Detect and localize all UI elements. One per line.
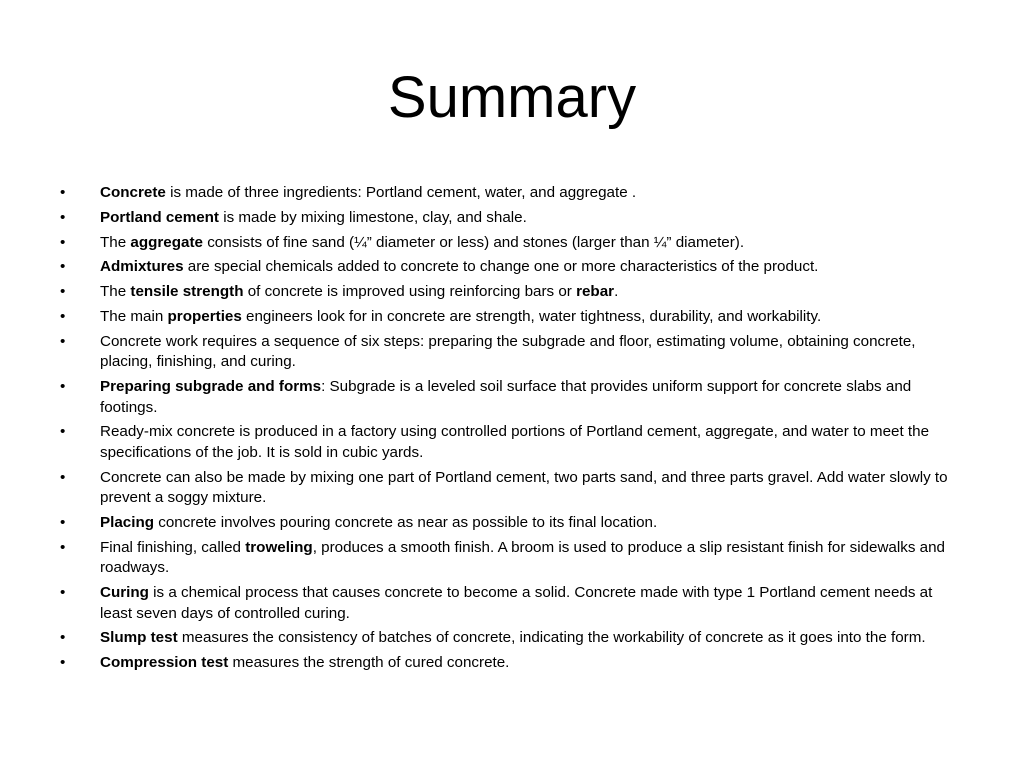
bullet-text: , produces a smooth finish. A broom is used to produce a slip resistant finish for sidewalks and roadways.: [100, 538, 946, 577]
bullet-text: The: [100, 233, 131, 251]
bold-term: Admixtures: [100, 258, 184, 276]
bold-term: Curing: [100, 584, 149, 602]
slide-title: Summary: [387, 65, 637, 130]
bullet-text: The main: [100, 307, 168, 325]
bullet-text: Ready-mix concrete is produced in a factory using controlled portions of Portland cement, aggregate, and water to meet the specifications of the job. It is sold in cubic yards.: [100, 423, 930, 461]
bold-term: Compression test: [100, 654, 229, 672]
bullet-text: measures the consistency of batches of concrete, indicating the workability of concrete as it goes into the form.: [177, 629, 926, 647]
bullet-text: engineers look for in concrete are strength, water tightness, durability, and workability.: [241, 307, 822, 325]
bullet-text: of concrete is improved using reinforcing bars or: [243, 283, 577, 301]
bold-term: tensile strength: [130, 283, 244, 301]
bullet-item: [60, 653, 965, 674]
bullet-marker: •: [60, 468, 66, 486]
bold-term: properties: [167, 307, 242, 325]
bullet-marker: •: [60, 584, 66, 602]
bullet-marker: •: [60, 307, 66, 325]
bold-term: Concrete: [100, 184, 166, 201]
bullet-marker: •: [60, 208, 66, 226]
bullet-item: [60, 468, 965, 509]
bullet-marker: •: [60, 332, 66, 350]
bullet-item: [60, 513, 965, 534]
bold-term: Preparing subgrade and forms: [100, 378, 322, 396]
bold-term: Portland cement: [100, 208, 219, 226]
bullet-text: .: [614, 283, 619, 301]
bullet-item: [60, 208, 965, 229]
bullet-text: measures the strength of cured concrete.: [228, 654, 510, 672]
bullet-text: : Subgrade is a leveled soil surface that provides uniform support for concrete slabs and footings.: [100, 378, 912, 416]
bullet-marker: •: [60, 629, 66, 647]
bullet-item: [60, 538, 965, 579]
bold-term: rebar: [576, 283, 615, 301]
bullet-text: is made by mixing limestone, clay, and shale.: [219, 208, 527, 226]
bullet-marker: •: [60, 233, 66, 251]
bullet-marker: •: [60, 378, 66, 396]
bullet-text: Concrete work requires a sequence of six steps: preparing the subgrade and floor, estimating volume, obtaining concrete, placing, finishing, and curing.: [100, 332, 916, 371]
bold-term: troweling: [245, 538, 313, 556]
bullet-list: [60, 183, 965, 678]
bullet-text: concrete involves pouring concrete as near as possible to its final location.: [154, 513, 658, 531]
bullet-text: is made of three ingredients: Portland cement, water, and aggregate .: [165, 184, 637, 201]
bullet-item: [60, 233, 965, 254]
bullet-marker: •: [60, 538, 66, 556]
bullet-item: [60, 628, 965, 649]
bold-term: Placing: [100, 513, 155, 531]
bullet-text: is a chemical process that causes concrete to become a solid. Concrete made with type 1 Portland cement needs at least seven days of controlled curing.: [100, 584, 933, 622]
bullet-item: [60, 183, 965, 204]
bold-term: Slump test: [100, 629, 178, 647]
bullet-marker: •: [60, 654, 66, 672]
bullet-item: [60, 307, 965, 328]
bullet-marker: •: [60, 258, 66, 276]
bullet-text: Concrete can also be made by mixing one part of Portland cement, two parts sand, and three parts gravel. Add water slowly to prevent a soggy mixture.: [100, 468, 948, 507]
bullet-item: [60, 422, 965, 463]
bullet-marker: •: [60, 184, 66, 201]
bullet-marker: •: [60, 513, 66, 531]
bullet-text: Final finishing, called: [100, 538, 246, 556]
bullet-text: The: [100, 283, 131, 301]
bold-term: aggregate: [130, 233, 203, 251]
bullet-text: are special chemicals added to concrete to change one or more characteristics of the product.: [183, 258, 819, 276]
bullet-item: [60, 282, 965, 303]
bullet-marker: •: [60, 283, 66, 301]
bullet-item: [60, 377, 965, 418]
bullet-item: [60, 257, 965, 278]
bullet-marker: •: [60, 423, 66, 441]
bullet-text: consists of fine sand (¼” diameter or less) and stones (larger than ¼” diameter).: [202, 233, 745, 251]
bullet-item: [60, 583, 965, 624]
bullet-item: [60, 332, 965, 373]
